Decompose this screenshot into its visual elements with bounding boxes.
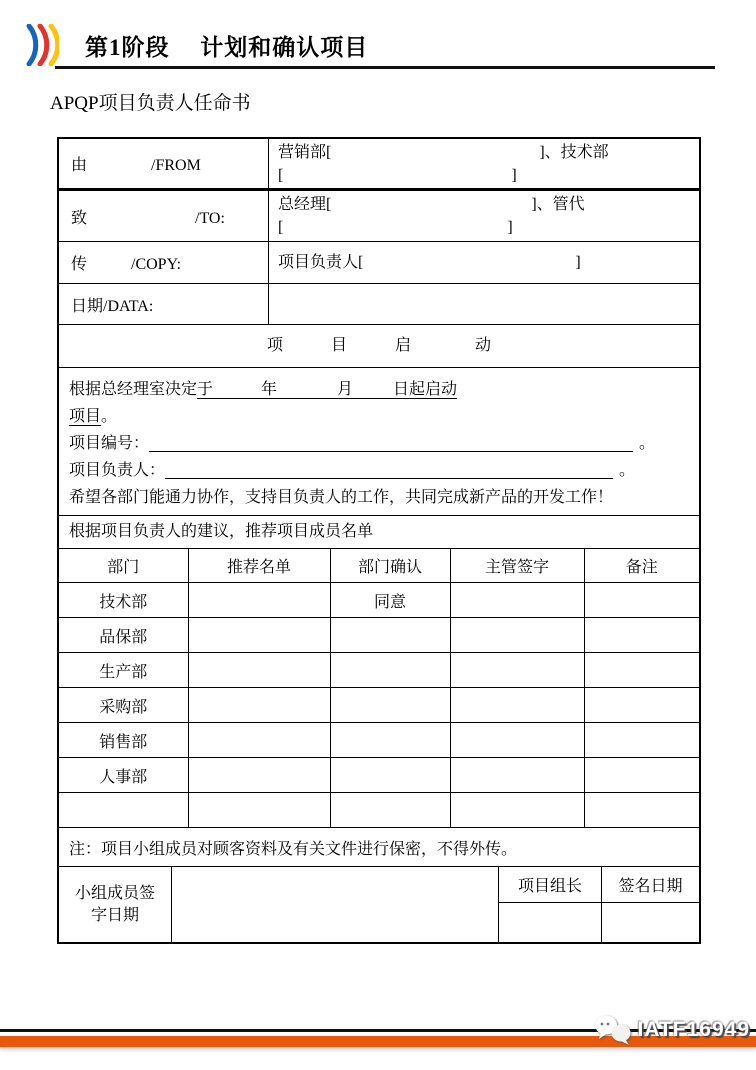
triple-chevron-logo-icon <box>25 24 59 66</box>
table-row <box>59 793 699 828</box>
cell-recommended <box>188 688 330 723</box>
launch-line-1 <box>69 376 699 403</box>
cell-department: 技术部 <box>59 583 188 618</box>
cell-remark <box>584 793 699 828</box>
project-leader-header-cell: 项目组长 <box>498 867 601 903</box>
chat-bubbles-icon <box>593 1014 633 1046</box>
appointment-form <box>57 137 701 944</box>
to-value-line1: 总经理[ ]、管代 <box>278 196 585 213</box>
cell-confirm: 同意 <box>330 583 450 618</box>
from-label: 由 /FROM <box>71 157 201 174</box>
date-label: 日期/DATA: <box>71 297 154 315</box>
cell-department: 销售部 <box>59 723 188 758</box>
cell-confirm <box>330 618 450 653</box>
table-row <box>59 723 699 758</box>
cell-confirm <box>330 653 450 688</box>
watermark-text: IATF16949 <box>637 1018 750 1041</box>
from-value <box>268 139 699 188</box>
project-leader-period: 。 <box>619 462 636 479</box>
to-label: 致 /TO: <box>71 209 225 227</box>
table-row <box>59 583 699 618</box>
launch-date-blank: 于 年 月 日起启动 <box>197 381 458 398</box>
copy-value <box>268 242 699 283</box>
cell-confirm <box>330 723 450 758</box>
project-leader-blank <box>165 461 613 479</box>
launch-text-block <box>59 368 699 516</box>
cell-supervisor-sign <box>450 583 584 618</box>
cell-recommended <box>188 723 330 758</box>
date-value <box>268 284 699 324</box>
col-header-recommended: 推荐名单 <box>188 549 330 583</box>
col-header-supervisor-sign: 主管签字 <box>450 549 584 583</box>
members-table-wrap <box>59 549 699 828</box>
cell-department <box>59 793 188 828</box>
project-leader-label: 项目负责人： <box>69 462 166 479</box>
cell-department: 人事部 <box>59 758 188 793</box>
team-sign-date-label-cell <box>59 867 171 942</box>
cell-confirm <box>330 758 450 793</box>
table-row <box>59 758 699 793</box>
project-number-period: 。 <box>639 435 656 452</box>
project-leader-line <box>69 457 699 484</box>
col-header-remark: 备注 <box>584 549 699 583</box>
cell-recommended <box>188 793 330 828</box>
cell-supervisor-sign <box>450 618 584 653</box>
cell-department: 品保部 <box>59 618 188 653</box>
members-table <box>59 549 699 827</box>
cell-recommended <box>188 758 330 793</box>
cell-confirm <box>330 793 450 828</box>
cell-supervisor-sign <box>450 793 584 828</box>
cell-supervisor-sign <box>450 758 584 793</box>
cell-recommended <box>188 653 330 688</box>
header-rule <box>55 66 715 69</box>
team-sign-date-label: 小组成员签字日期 <box>74 884 155 924</box>
table-row <box>59 653 699 688</box>
sign-date-header-cell: 签名日期 <box>601 867 699 903</box>
cell-department: 生产部 <box>59 653 188 688</box>
from-value-line2: [ ] <box>278 166 517 184</box>
row-date <box>59 284 699 325</box>
sign-date-cell <box>601 903 699 942</box>
row-from <box>59 139 699 191</box>
cell-supervisor-sign <box>450 688 584 723</box>
row-to <box>59 191 699 242</box>
cell-remark <box>584 653 699 688</box>
doc-title: APQP项目负责人任命书 <box>50 93 251 114</box>
to-value <box>268 191 699 241</box>
recommend-row: 根据项目负责人的建议，推荐项目成员名单 <box>59 516 699 549</box>
project-launch-banner: 项 目 启 动 <box>59 325 699 368</box>
table-row <box>59 688 699 723</box>
col-header-confirm: 部门确认 <box>330 549 450 583</box>
project-number-label: 项目编号： <box>69 435 150 452</box>
project-leader-sign-cell <box>498 903 601 942</box>
team-sign-area <box>171 867 498 942</box>
cell-department: 采购部 <box>59 688 188 723</box>
cell-supervisor-sign <box>450 723 584 758</box>
members-header-row <box>59 549 699 583</box>
watermark <box>593 1014 751 1046</box>
cell-confirm <box>330 688 450 723</box>
launch-line-2 <box>69 403 699 430</box>
project-number-line <box>69 430 699 457</box>
project-number-blank <box>149 434 633 452</box>
cell-remark <box>584 688 699 723</box>
table-row <box>59 618 699 653</box>
row-copy <box>59 242 699 284</box>
to-value-line2: [ ] <box>278 219 513 236</box>
cell-recommended <box>188 583 330 618</box>
launch-line-2-period: 。 <box>101 408 118 425</box>
launch-line-2-underlined: 项目 <box>69 408 102 425</box>
cell-recommended <box>188 618 330 653</box>
cell-supervisor-sign <box>450 653 584 688</box>
from-value-line1: 营销部[ ]、技术部 <box>278 143 609 161</box>
signature-section <box>59 867 699 942</box>
cell-remark <box>584 583 699 618</box>
launch-line-1-text: 根据总经理室决定 <box>69 381 198 398</box>
cell-remark <box>584 758 699 793</box>
page-header <box>25 24 368 66</box>
cell-remark <box>584 723 699 758</box>
copy-value-line1: 项目负责人[ ] <box>278 254 581 271</box>
cooperation-line: 希望各部门能通力协作，支持目负责人的工作，共同完成新产品的开发工作！ <box>69 489 614 506</box>
cell-remark <box>584 618 699 653</box>
copy-label: 传 /COPY: <box>71 256 182 273</box>
col-header-department: 部门 <box>107 559 140 576</box>
confidentiality-note: 注：项目小组成员对顾客资料及有关文件进行保密，不得外传。 <box>59 828 699 867</box>
phase-title: 第1阶段 计划和确认项目 <box>85 34 369 60</box>
